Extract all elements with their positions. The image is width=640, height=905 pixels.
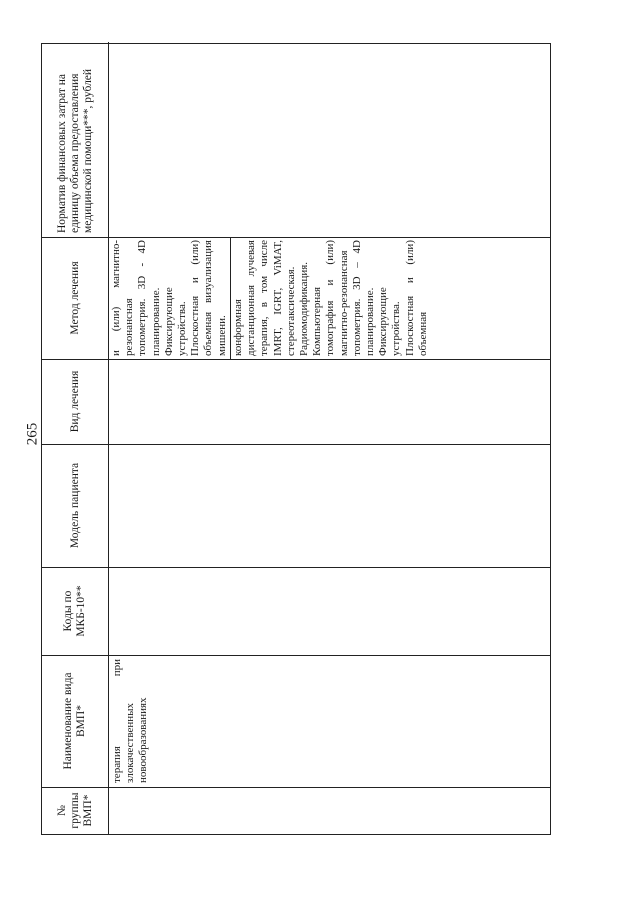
column-group — [42, 787, 550, 834]
column-treatment-type — [42, 359, 550, 444]
vmp-table — [41, 43, 551, 835]
page-number: 265 — [24, 422, 41, 446]
header-treatment-method: Метод лечения — [68, 261, 81, 335]
header-vmp-name: Наименование вида ВМП* — [62, 672, 87, 770]
header-cost-norm: Норматив финансовых затрат на единицу объема предоставления медицинской помощи***, рублей — [55, 68, 94, 233]
cell-method-block-2: конформная дистанционная лучевая терапия, в том числе IMRT, IGRT, ViMAT, стереотаксическая. Радиомодификация. Компьютерная томография и (или) магнитно-резонансная топометрия. 3D – 4D планирование. Фиксирующие устройства. Плоскостная и (или) объемная — [232, 240, 429, 356]
column-cost-norm — [42, 42, 550, 237]
header-mkb-codes: Коды по МКБ-10** — [62, 585, 87, 637]
header-patient-model: Модель пациента — [68, 462, 81, 549]
column-patient-model — [42, 444, 550, 567]
header-treatment-type: Вид лечения — [68, 370, 81, 433]
column-mkb-codes — [42, 567, 550, 655]
cell-method-block-1: и (или) магнитно-резонансная топометрия. 3D - 4D планирование. Фиксирующие устройства. Плоскостная и (или) объемная визуализация мишени. — [110, 240, 228, 356]
rotated-page-area — [41, 43, 551, 835]
header-group: № группы ВМП* — [55, 792, 94, 829]
cell-vmp-name: терапия при злокачественных новообразованиях — [111, 659, 150, 783]
